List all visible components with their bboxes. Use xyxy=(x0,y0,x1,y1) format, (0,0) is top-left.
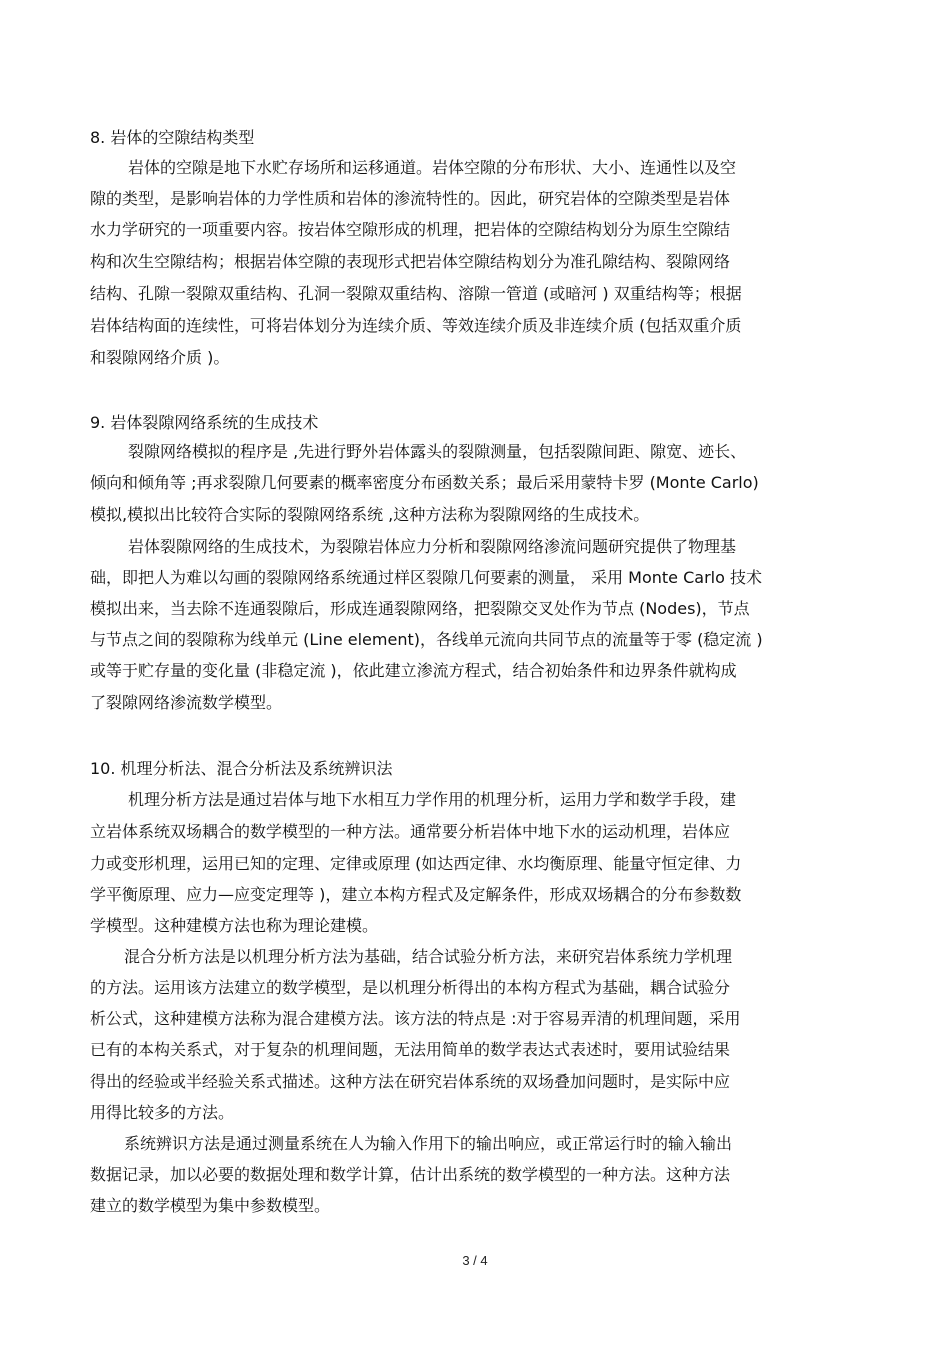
paragraph-line: 构和次生空隙结构；根据岩体空隙的表现形式把岩体空隙结构划分为准孔隙结构、裂隙网络 xyxy=(90,252,731,271)
paragraph-line: 隙的类型，是影响岩体的力学性质和岩体的渗流特性的。因此，研究岩体的空隙类型是岩体 xyxy=(90,189,731,208)
paragraph-line: 的方法。运用该方法建立的数学模型，是以机理分析得出的本构方程式为基础，耦合试验分 xyxy=(90,978,731,997)
paragraph-line: 数据记录，加以必要的数据处理和数学计算，估计出系统的数学模型的一种方法。这种方法 xyxy=(90,1165,731,1184)
section-heading: 10. 机理分析法、混合分析法及系统辨识法 xyxy=(90,759,393,778)
paragraph-line: 学模型。这种建模方法也称为理论建模。 xyxy=(90,916,379,935)
paragraph-line: 立岩体系统双场耦合的数学模型的一种方法。通常要分析岩体中地下水的运动机理，岩体应 xyxy=(90,822,731,841)
section-heading: 9. 岩体裂隙网络系统的生成技术 xyxy=(90,413,319,432)
paragraph-line: 得出的经验或半经验关系式描述。这种方法在研究岩体系统的双场叠加问题时，是实际中应 xyxy=(90,1072,731,1091)
paragraph-line: 岩体的空隙是地下水贮存场所和运移通道。岩体空隙的分布形状、大小、连通性以及空 xyxy=(128,158,737,177)
paragraph-line: 模拟出来，当去除不连通裂隙后，形成连通裂隙网络，把裂隙交叉处作为节点 (Nodes)，节点 xyxy=(90,599,750,618)
paragraph-line: 水力学研究的一项重要内容。按岩体空隙形成的机理，把岩体的空隙结构划分为原生空隙结 xyxy=(90,220,731,239)
paragraph-line: 系统辨识方法是通过测量系统在人为输入作用下的输出响应，或正常运行时的输入输出 xyxy=(124,1134,733,1153)
paragraph-line: 岩体结构面的连续性，可将岩体划分为连续介质、等效连续介质及非连续介质 (包括双重介质 xyxy=(90,316,742,335)
page-number: 3 / 4 xyxy=(462,1253,488,1268)
paragraph-line: 模拟,模拟出比较符合实际的裂隙网络系统 ,这种方法称为裂隙网络的生成技术。 xyxy=(90,505,650,524)
paragraph-line: 裂隙网络模拟的程序是 ,先进行野外岩体露头的裂隙测量，包括裂隙间距、隙宽、迹长、 xyxy=(128,442,747,461)
paragraph-line: 或等于贮存量的变化量 (非稳定流 )，依此建立渗流方程式，结合初始条件和边界条件就构成 xyxy=(90,661,737,680)
paragraph-line: 倾向和倾角等 ;再求裂隙几何要素的概率密度分布函数关系；最后采用蒙特卡罗 (Monte Carlo) xyxy=(90,473,759,492)
paragraph-line: 力或变形机理，运用已知的定理、定律或原理 (如达西定律、水均衡原理、能量守恒定律、力 xyxy=(90,854,742,873)
paragraph-line: 和裂隙网络介质 )。 xyxy=(90,348,230,367)
paragraph-line: 与节点之间的裂隙称为线单元 (Line element)，各线单元流向共同节点的流量等于零 (稳定流 ) xyxy=(90,630,763,649)
paragraph-line: 已有的本构关系式，对于复杂的机理间题，无法用简单的数学表达式表述时，要用试验结果 xyxy=(90,1040,731,1059)
paragraph-line: 混合分析方法是以机理分析方法为基础，结合试验分析方法，来研究岩体系统力学机理 xyxy=(124,947,733,966)
paragraph-line: 析公式，这种建模方法称为混合建模方法。该方法的特点是 :对于容易弄清的机理间题，采用 xyxy=(90,1009,741,1028)
section-heading: 8. 岩体的空隙结构类型 xyxy=(90,128,255,147)
paragraph-line: 学平衡原理、应力—应变定理等 )，建立本构方程式及定解条件，形成双场耦合的分布参数数 xyxy=(90,885,742,904)
paragraph-line: 结构、孔隙一裂隙双重结构、孔洞一裂隙双重结构、溶隙一管道 (或暗河 ) 双重结构等；根据 xyxy=(90,284,742,303)
paragraph-line: 建立的数学模型为集中参数模型。 xyxy=(90,1196,331,1215)
paragraph-line: 岩体裂隙网络的生成技术，为裂隙岩体应力分析和裂隙网络渗流问题研究提供了物理基 xyxy=(128,537,737,556)
paragraph-line: 机理分析方法是通过岩体与地下水相互力学作用的机理分析，运用力学和数学手段，建 xyxy=(128,790,737,809)
paragraph-line: 用得比较多的方法。 xyxy=(90,1103,235,1122)
paragraph-line: 了裂隙网络渗流数学模型。 xyxy=(90,693,283,712)
paragraph-line: 础，即把人为难以勾画的裂隙网络系统通过样区裂隙几何要素的测量， 采用 Monte Carlo 技术 xyxy=(90,568,762,587)
